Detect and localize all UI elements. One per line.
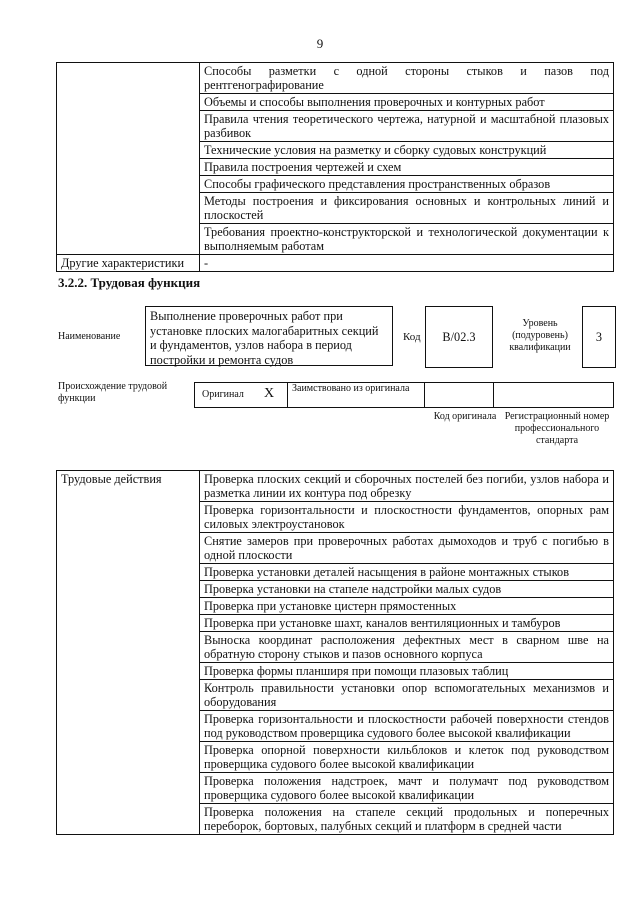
table-row (57, 471, 614, 502)
table-cell: Проверка положения на стапеле секций продольных и поперечных переборок, бортовых, палубных секций и платформ в средней части (200, 804, 614, 835)
table-cell: Проверка при установке шахт, каналов вентиляционных и тамбуров (200, 615, 614, 632)
table-cell: Проверка опорной поверхности кильблоков и клеток под руководством проверщика судового более высокой квалификации (200, 742, 614, 773)
labor-actions-table (56, 470, 614, 835)
code-original-cell (424, 382, 494, 408)
table-cell: Технические условия на разметку и сборку судовых конструкций (200, 142, 614, 159)
origin-label: Происхождение трудовой функции (58, 381, 168, 404)
table-row (57, 63, 614, 94)
original-label: Оригинал (202, 389, 244, 400)
reg-number-label: Регистрационный номер профессионального стандарта (504, 411, 610, 446)
table-cell: Проверка установки деталей насыщения в районе монтажных стыков (200, 564, 614, 581)
reg-number-cell (493, 382, 614, 408)
qualification-level-label: Уровень (подуровень) квалификации (509, 318, 571, 353)
name-label: Наименование (58, 331, 121, 342)
table-cell: Контроль правильности установки опор вспомогательных механизмов и оборудования (200, 680, 614, 711)
table-cell: Проверка положения надстроек, мачт и полумачт под руководством проверщика судового более высокой квалификации (200, 773, 614, 804)
other-characteristics-value: - (200, 255, 614, 272)
table-cell: Проверка горизонтальности и плоскостности рабочей поверхности стендов под руководством проверщика судового более высокой квалификации (200, 711, 614, 742)
function-name: Выполнение проверочных работ при установке плоских малогабаритных секций и фундаментов, узлов набора в период постройки и ремонта судов (145, 306, 393, 366)
table-cell: Методы построения и фиксирования основных и контрольных линий и плоскостей (200, 193, 614, 224)
knowledge-table (56, 62, 614, 272)
table-row (57, 255, 614, 272)
table-cell: Способы графического представления пространственных образов (200, 176, 614, 193)
table-cell: Требования проектно-конструкторской и технологической документации к выполняемым работам (200, 224, 614, 255)
table-cell: Снятие замеров при проверочных работах дымоходов и труб с погибью в одной плоскости (200, 533, 614, 564)
table-cell-empty (57, 63, 200, 255)
borrowed-label: Заимствовано из оригинала (292, 383, 410, 394)
table-cell: Правила чтения теоретического чертежа, натурной и масштабной плазовых разбивок (200, 111, 614, 142)
table-cell: Проверка при установке цистерн прямостенных (200, 598, 614, 615)
table-cell: Проверка плоских секций и сборочных постелей без погиби, узлов набора и разметка линии их контура под обрезку (200, 471, 614, 502)
table-cell: Выноска координат расположения дефектных мест в сварном шве на обратную сторону стыков и пазов основного корпуса (200, 632, 614, 663)
table-cell: Правила построения чертежей и схем (200, 159, 614, 176)
qualification-level-value: 3 (582, 306, 616, 368)
code-label: Код (403, 331, 421, 343)
labor-actions-label: Трудовые действия (57, 471, 200, 835)
table-cell: Проверка горизонтальности и плоскостности фундаментов, опорных рам силовых электроустановок (200, 502, 614, 533)
code-original-label: Код оригинала (433, 411, 497, 422)
page-number: 9 (316, 36, 324, 51)
original-mark: X (264, 386, 275, 401)
table-cell: Объемы и способы выполнения проверочных и контурных работ (200, 94, 614, 111)
function-code: B/02.3 (425, 306, 493, 368)
other-characteristics-label: Другие характеристики (57, 255, 200, 272)
table-cell: Проверка формы планширя при помощи плазовых таблиц (200, 663, 614, 680)
table-cell: Способы разметки с одной стороны стыков и пазов под рентгенографирование (200, 63, 614, 94)
section-title: 3.2.2. Трудовая функция (58, 275, 201, 290)
table-cell: Проверка установки на стапеле надстройки малых судов (200, 581, 614, 598)
